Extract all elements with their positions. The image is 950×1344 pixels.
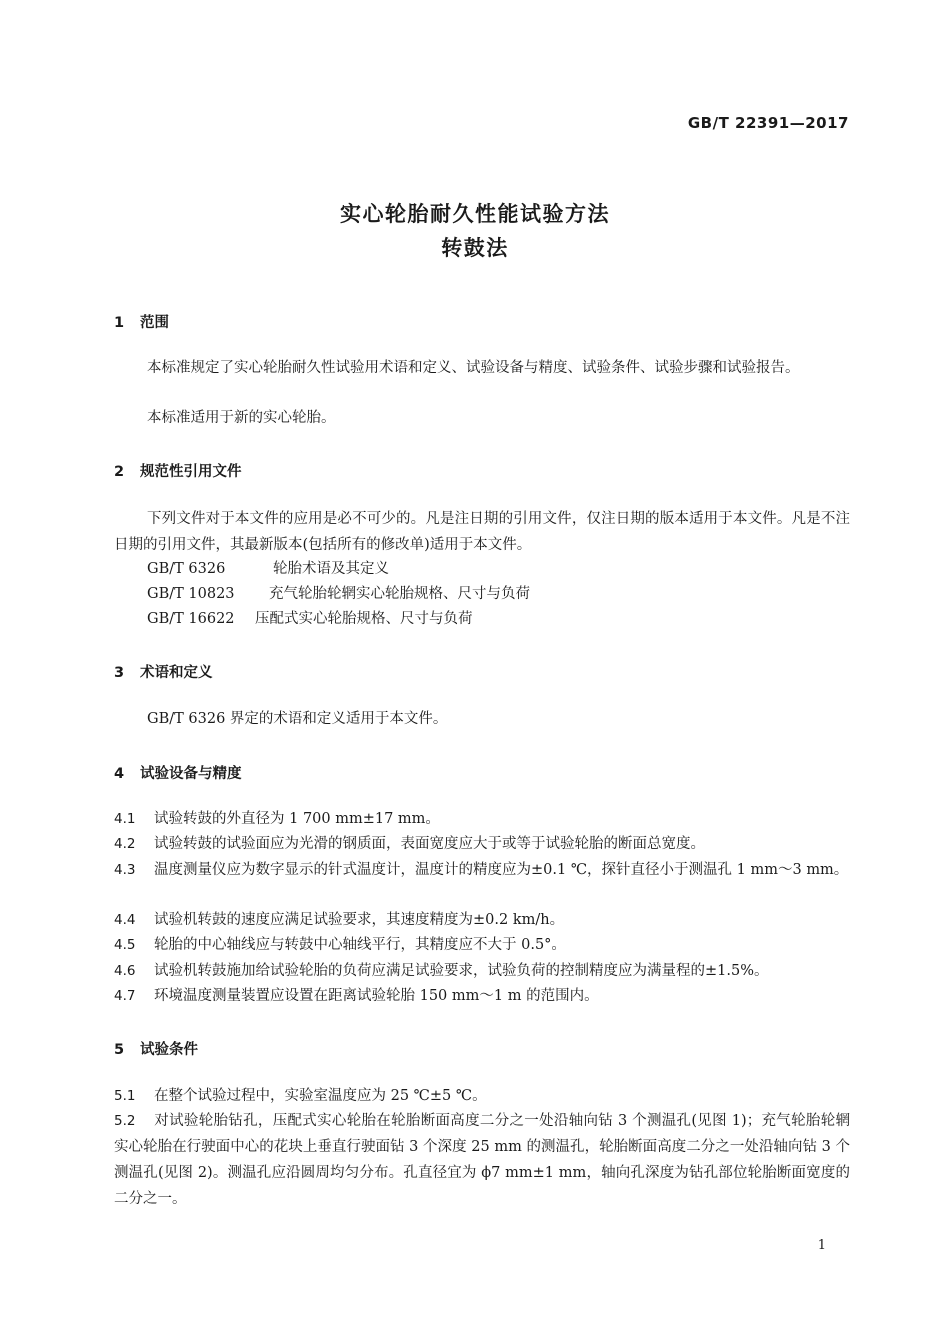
reference-item	[147, 606, 847, 632]
clause-text: 在整个试验过程中，实验室温度应为 25 ℃±5 ℃。	[154, 1088, 487, 1104]
clause-text: 试验机转鼓施加给试验轮胎的负荷应满足试验要求，试验负荷的控制精度应为满量程的±1.5%。	[154, 963, 769, 979]
reference-name: 轮胎术语及其定义	[273, 561, 389, 577]
section-number: 3	[114, 665, 125, 681]
document-title: 实心轮胎耐久性能试验方法	[340, 202, 610, 226]
reference-code: GB/T 10823	[147, 586, 235, 602]
clause-5-1	[114, 1083, 850, 1109]
clause-number: 4.1	[114, 811, 136, 827]
section-number: 1	[114, 315, 125, 331]
section-title: 规范性引用文件	[140, 464, 242, 480]
section-heading-5	[114, 1038, 198, 1059]
section-heading-1	[114, 311, 169, 332]
clause-text: 对试验轮胎钻孔，压配式实心轮胎在轮胎断面高度二分之一处沿轴向钻 3 个测温孔(见图 1)；充气轮胎轮辋实心轮胎在行驶面中心的花块上垂直行驶面钻 3 个深度 25 mm 的测温孔，轮胎断面高度二分之一处沿轴向钻 3 个测温孔(见图 2)。测温孔应沿圆周均匀分布。孔直径宜为 ϕ7 mm±1 mm，轴向孔深度为钻孔部位轮胎断面宽度的二分之一。	[114, 1113, 850, 1207]
clause-text: 温度测量仪应为数字显示的针式温度计，温度计的精度应为±0.1 ℃，探针直径小于测温孔 1 mm～3 mm。	[154, 862, 849, 878]
clause-4-4	[114, 907, 850, 933]
page-number: 1	[817, 1238, 826, 1253]
clause-5-2	[114, 1108, 850, 1212]
clause-text: 试验转鼓的试验面应为光滑的钢质面，表面宽度应大于或等于试验轮胎的断面总宽度。	[154, 836, 705, 852]
clause-4-7	[114, 983, 850, 1009]
section-number: 4	[114, 766, 125, 782]
reference-name: 充气轮胎轮辋实心轮胎规格、尺寸与负荷	[269, 586, 530, 602]
section-number: 5	[114, 1042, 125, 1058]
clause-4-1	[114, 806, 850, 832]
reference-code: GB/T 6326	[147, 561, 226, 577]
clause-4-3	[114, 857, 850, 883]
clause-4-2	[114, 831, 850, 857]
paragraph: 本标准规定了实心轮胎耐久性试验用术语和定义、试验设备与精度、试验条件、试验步骤和试验报告。	[147, 360, 800, 376]
clause-number: 4.2	[114, 836, 136, 852]
reference-item	[147, 556, 847, 582]
section-title: 范围	[140, 315, 169, 331]
clause-number: 4.6	[114, 963, 136, 979]
paragraph: 下列文件对于本文件的应用是必不可少的。凡是注日期的引用文件，仅注日期的版本适用于本文件。凡是不注日期的引用文件，其最新版本(包括所有的修改单)适用于本文件。	[114, 511, 850, 553]
section-heading-4	[114, 762, 242, 783]
clause-text: 轮胎的中心轴线应与转鼓中心轴线平行，其精度应不大于 0.5°。	[154, 937, 566, 953]
clause-4-6	[114, 958, 850, 984]
standard-code: GB/T 22391—2017	[687, 114, 849, 132]
clause-text: 试验转鼓的外直径为 1 700 mm±17 mm。	[154, 811, 440, 827]
clause-number: 4.5	[114, 937, 136, 953]
clause-4-5	[114, 932, 850, 958]
reference-item	[147, 581, 847, 607]
section-heading-2	[114, 460, 242, 481]
section-title: 术语和定义	[140, 665, 213, 681]
paragraph: GB/T 6326 界定的术语和定义适用于本文件。	[147, 711, 448, 727]
clause-text: 试验机转鼓的速度应满足试验要求，其速度精度为±0.2 km/h。	[154, 912, 565, 928]
clause-number: 5.2	[114, 1113, 136, 1129]
reference-code: GB/T 16622	[147, 611, 235, 627]
section-heading-3	[114, 661, 213, 682]
section-number: 2	[114, 464, 125, 480]
section-title: 试验条件	[140, 1042, 198, 1058]
clause-number: 4.4	[114, 912, 136, 928]
paragraph: 本标准适用于新的实心轮胎。	[147, 410, 336, 426]
clause-number: 4.7	[114, 988, 136, 1004]
clause-number: 4.3	[114, 862, 136, 878]
section-title: 试验设备与精度	[140, 766, 242, 782]
reference-name: 压配式实心轮胎规格、尺寸与负荷	[255, 611, 473, 627]
clause-text: 环境温度测量装置应设置在距离试验轮胎 150 mm～1 m 的范围内。	[154, 988, 599, 1004]
document-subtitle: 转鼓法	[441, 236, 509, 260]
clause-number: 5.1	[114, 1088, 136, 1104]
